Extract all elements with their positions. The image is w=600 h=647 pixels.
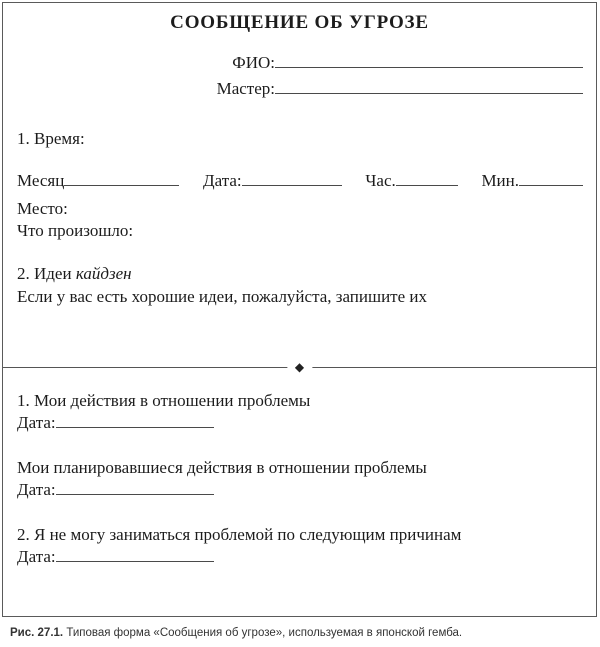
kaizen-term: кайдзен — [75, 264, 132, 283]
master-row — [3, 79, 583, 99]
minute-field — [481, 171, 583, 191]
action-line-3: 2. Я не могу заниматься проблемой по следующим причинам — [17, 525, 462, 544]
action-date-1 — [17, 413, 214, 433]
month-field — [17, 171, 179, 191]
minute-label: Мин. — [481, 171, 519, 190]
figure-caption — [10, 627, 462, 639]
form-title: СООБЩЕНИЕ ОБ УГРОЗЕ — [170, 12, 429, 33]
kaizen-heading-prefix: 2. Идеи — [17, 264, 76, 283]
action-date-1-underline — [56, 427, 214, 428]
kaizen-note: Если у вас есть хорошие идеи, пожалуйста, запишите их — [17, 287, 427, 306]
action-line-1: 1. Мои действия в отношении проблемы — [17, 391, 311, 410]
hour-underline — [396, 185, 458, 186]
action-date-2-label: Дата: — [17, 480, 56, 499]
minute-underline — [519, 185, 583, 186]
what-happened-label: Что произошло: — [17, 221, 134, 240]
master-underline — [275, 93, 583, 94]
action-date-3 — [17, 547, 214, 567]
figure-caption-text: Типовая форма «Сообщения об угрозе», используемая в японской гемба. — [66, 627, 463, 639]
date-field — [203, 171, 342, 191]
action-date-1-label: Дата: — [17, 413, 56, 432]
fio-underline — [275, 67, 583, 68]
diamond-icon: ◆ — [287, 361, 312, 373]
action-date-2-underline — [56, 494, 214, 495]
hour-field — [365, 171, 457, 191]
action-date-2 — [17, 480, 214, 500]
date-label: Дата: — [203, 171, 242, 190]
fio-row — [3, 53, 583, 73]
fio-label: ФИО: — [232, 53, 275, 72]
month-underline — [64, 185, 179, 186]
master-label: Мастер: — [216, 79, 275, 98]
figure-caption-number: Рис. 27.1. — [10, 627, 64, 639]
date-underline — [242, 185, 342, 186]
hour-label: Час. — [365, 171, 396, 190]
action-date-3-underline — [56, 561, 214, 562]
time-section-heading: 1. Время: — [17, 129, 85, 148]
action-line-2: Мои планировавшиеся действия в отношении проблемы — [17, 458, 427, 477]
kaizen-section-heading — [17, 264, 132, 284]
threat-report-form — [2, 2, 597, 617]
place-label: Место: — [17, 199, 68, 218]
action-date-3-label: Дата: — [17, 547, 56, 566]
month-label: Месяц — [17, 171, 65, 190]
time-fields-row — [17, 171, 583, 191]
